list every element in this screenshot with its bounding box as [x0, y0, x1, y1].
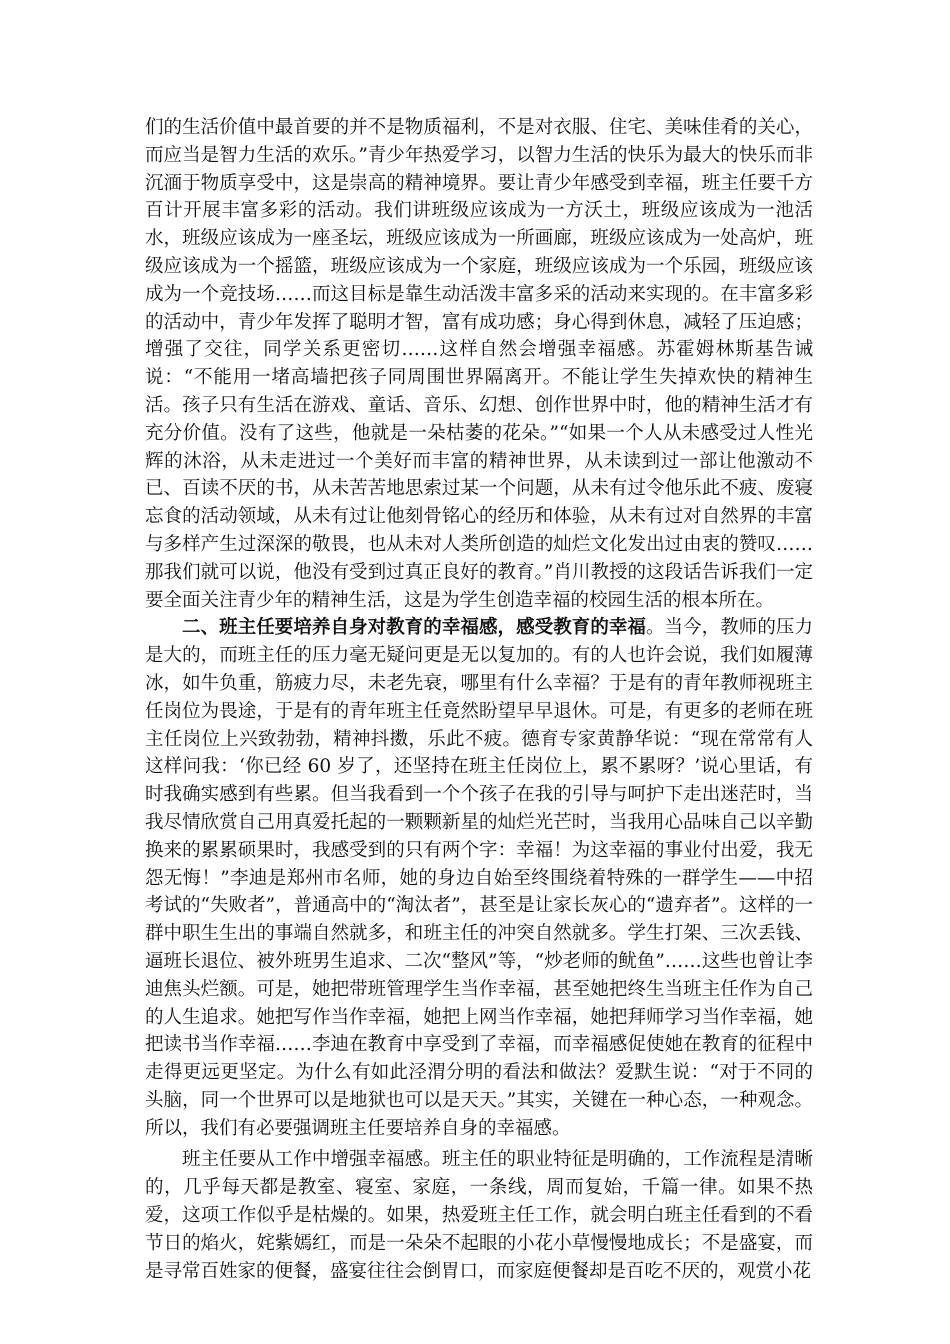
paragraph-2-text: 。当今，教师的压力是大的，而班主任的压力毫无疑问更是无以复加的。有的人也许会说，我们如履薄冰，如牛负重，筋疲力尽，未老先衰，哪里有什么幸福？于是有的青年教师视班主任岗位为畏途，于是有的青年班主任竟然盼望早早退休。可是，有更多的老师在班主任岗位上兴致勃勃，精神抖擞，乐此不疲。德育专家黄静华说：“现在常常有人这样问我：‘你已经 60 岁了，还坚持在班主任岗位上，累不累呀？’说心里话，有时我确实感到有些累。但当我看到一个个孩子在我的引导与呵护下走出迷茫时，当我尽情欣赏自己用真爱托起的一颗颗新星的灿烂光芒时，当我用心品味自己以辛勤换来的累累硕果时，我感受到的只有两个字：幸福！为这幸福的事业付出爱，我无怨无悔！”李迪是郑州市名师，她的身边自始至终围绕着特殊的一群学生——中招考试的“失败者”，普通高中的“淘汰者”，甚至是让家长灰心的“遗弃者”。这样的一群中职生生出的事端自然就多，和班主任的冲突自然就多。学生打架、三次丢钱、逼班长退位、被外班男生追求、二次“整风”等，“炒老师的鱿鱼”……这些也曾让李迪焦头烂额。可是，她把带班管理学生当作幸福，甚至她把终生当班主任作为自己的人生追求。她把写作当作幸福，她把上网当作幸福，她把拜师学习当作幸福，她把读书当作幸福……李迪在教育中享受到了幸福，而幸福感促使她在教育的征程中走得更远更坚定。为什么有如此泾渭分明的看法和做法？爱默生说：“对于不同的头脑，同一个世界可以是地狱也可以是天天。”其实，关键在一种心态，一种观念。所以，我们有必要强调班主任要培养自身的幸福感。 [145, 617, 813, 1139]
document-page [145, 114, 813, 1285]
section-heading: 二、班主任要培养自身对教育的幸福感，感受教育的幸福 [182, 617, 646, 639]
paragraph-2 [145, 614, 813, 1142]
paragraph-1-text: 们的生活价值中最首要的并不是物质福利，不是对衣服、住宅、美味佳肴的关心，而应当是智力生活的欢乐。”青少年热爱学习，以智力生活的快乐为最大的快乐而非沉湎于物质享受中，这是崇高的精神境界。要让青少年感受到幸福，班主任要千方百计开展丰富多彩的活动。我们讲班级应该成为一方沃土，班级应该成为一池活水，班级应该成为一座圣坛，班级应该成为一所画廊，班级应该成为一处高炉，班级应该成为一个摇篮，班级应该成为一个家庭，班级应该成为一个乐园，班级应该成为一个竞技场……而这目标是靠生动活泼丰富多采的活动来实现的。在丰富多彩的活动中，青少年发挥了聪明才智，富有成功感；身心得到休息，减轻了压迫感；增强了交往，同学关系更密切……这样自然会增强幸福感。苏霍姆林斯基告诫说：“不能用一堵高墙把孩子同周围世界隔离开。不能让学生失掉欢快的精神生活。孩子只有生活在游戏、童话、音乐、幻想、创作世界中时，他的精神生活才有充分价值。没有了这些，他就是一朵枯萎的花朵。”“如果一个人从未感受过人性光辉的沐浴，从未走进过一个美好而丰富的精神世界，从未读到过一部让他激动不已、百读不厌的书，从未苦苦地思索过某一个问题，从未有过令他乐此不疲、废寝忘食的活动领域，从未有过让他刻骨铭心的经历和体验，从未有过对自然界的丰富与多样产生过深深的敬畏，也从未对人类所创造的灿烂文化发出过由衷的赞叹……那我们就可以说，他没有受到过真正良好的教育。”肖川教授的这段话告诉我们一定要全面关注青少年的精神生活，这是为学生创造幸福的校园生活的根本所在。 [145, 117, 813, 611]
paragraph-3 [145, 1146, 813, 1285]
paragraph-1 [145, 114, 813, 614]
paragraph-3-text: 班主任要从工作中增强幸福感。班主任的职业特征是明确的，工作流程是清晰的，几乎每天都是教室、寝室、家庭，一条线，周而复始，千篇一律。如果不热爱，这项工作似乎是枯燥的。如果，热爱班主任工作，就会明白班主任看到的不看节日的焰火，姹紫嫣红，而是一朵朵不起眼的小花小草慢慢地成长；不是盛宴，而是寻常百姓家的便餐，盛宴往往会倒胃口，而家庭便餐却是百吃不厌的，观赏小花 [145, 1149, 813, 1282]
